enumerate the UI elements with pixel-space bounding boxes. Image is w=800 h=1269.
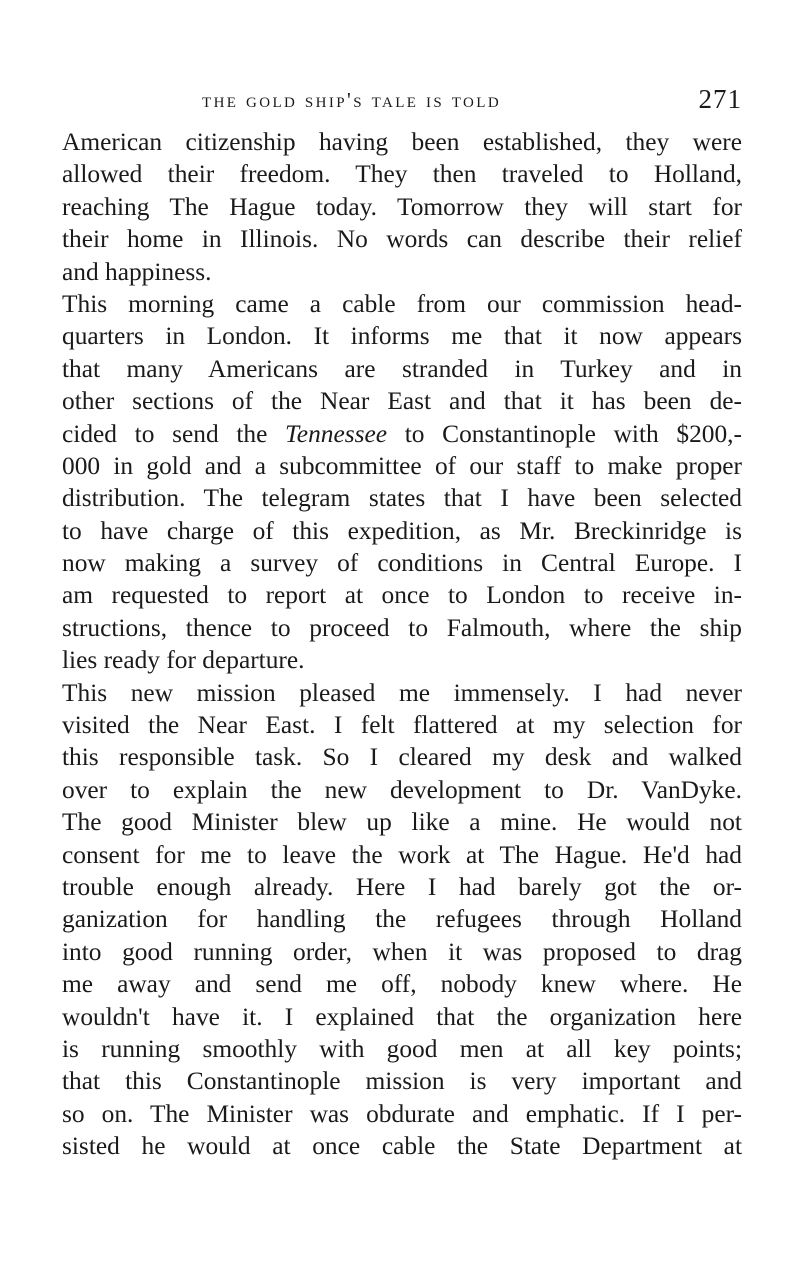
text-line: trouble enough already. Here I had barely got the or-: [62, 872, 742, 901]
text-line: so on. The Minister was obdurate and emphatic. If I per-: [62, 1099, 742, 1128]
body-text: [62, 126, 742, 1163]
text-line: structions, thence to proceed to Falmouth, where the ship: [62, 613, 742, 642]
text-line: allowed their freedom. They then traveled to Holland,: [62, 160, 742, 189]
text-line: that many Americans are stranded in Turkey and in: [62, 354, 742, 383]
text-line: over to explain the new development to Dr. VanDyke.: [62, 775, 742, 804]
text-line: now making a survey of conditions in Central Europe. I: [62, 549, 742, 578]
text-line: is running smoothly with good men at all key points;: [62, 1034, 742, 1063]
text-line: into good running order, when it was proposed to drag: [62, 937, 742, 966]
text-line: visited the Near East. I felt flattered at my selection for: [62, 711, 742, 740]
text-line: quarters in London. It informs me that it now appears: [62, 322, 742, 351]
text-line: to have charge of this expedition, as Mr. Breckinridge is: [62, 516, 742, 545]
text-line: and happiness.: [62, 257, 212, 286]
text-line: lies ready for departure.: [62, 646, 305, 675]
text-line: This morning came a cable from our commission head-: [62, 289, 742, 318]
text-line: distribution. The telegram states that I have been selected: [62, 484, 742, 513]
text-line: other sections of the Near East and that it has been de-: [62, 387, 742, 416]
running-title: the gold ship's tale is told: [202, 88, 502, 112]
text-line: consent for me to leave the work at The Hague. He'd had: [62, 840, 742, 869]
text-line: me away and send me off, nobody knew where. He: [62, 970, 742, 999]
text-line: this responsible task. So I cleared my desk and walked: [62, 743, 742, 772]
text-line-with-italic: [62, 418, 742, 450]
text-segment: cided to send the: [62, 419, 286, 448]
text-line: 000 in gold and a subcommittee of our staff to make proper: [62, 451, 742, 480]
text-line: sisted he would at once cable the State Department at: [62, 1132, 742, 1161]
text-line: American citizenship having been established, they were: [62, 128, 742, 156]
text-line: reaching The Hague today. Tomorrow they will start for: [62, 192, 742, 221]
text-line: The good Minister blew up like a mine. He would not: [62, 808, 742, 837]
text-line: This new mission pleased me immensely. I had never: [62, 678, 742, 707]
page-number: 271: [698, 84, 742, 114]
text-segment: to Constantinople with $200,-: [387, 419, 742, 448]
text-line: ganization for handling the refugees through Holland: [62, 905, 742, 934]
text-line: their home in Illinois. No words can describe their relief: [62, 225, 742, 254]
text-line: that this Constantinople mission is very important and: [62, 1067, 742, 1096]
text-line: am requested to report at once to London to receive in-: [62, 581, 742, 610]
text-line: wouldn't have it. I explained that the organization here: [62, 1002, 742, 1031]
ship-name-italic: Tennessee: [285, 419, 388, 448]
running-head: [62, 84, 742, 118]
